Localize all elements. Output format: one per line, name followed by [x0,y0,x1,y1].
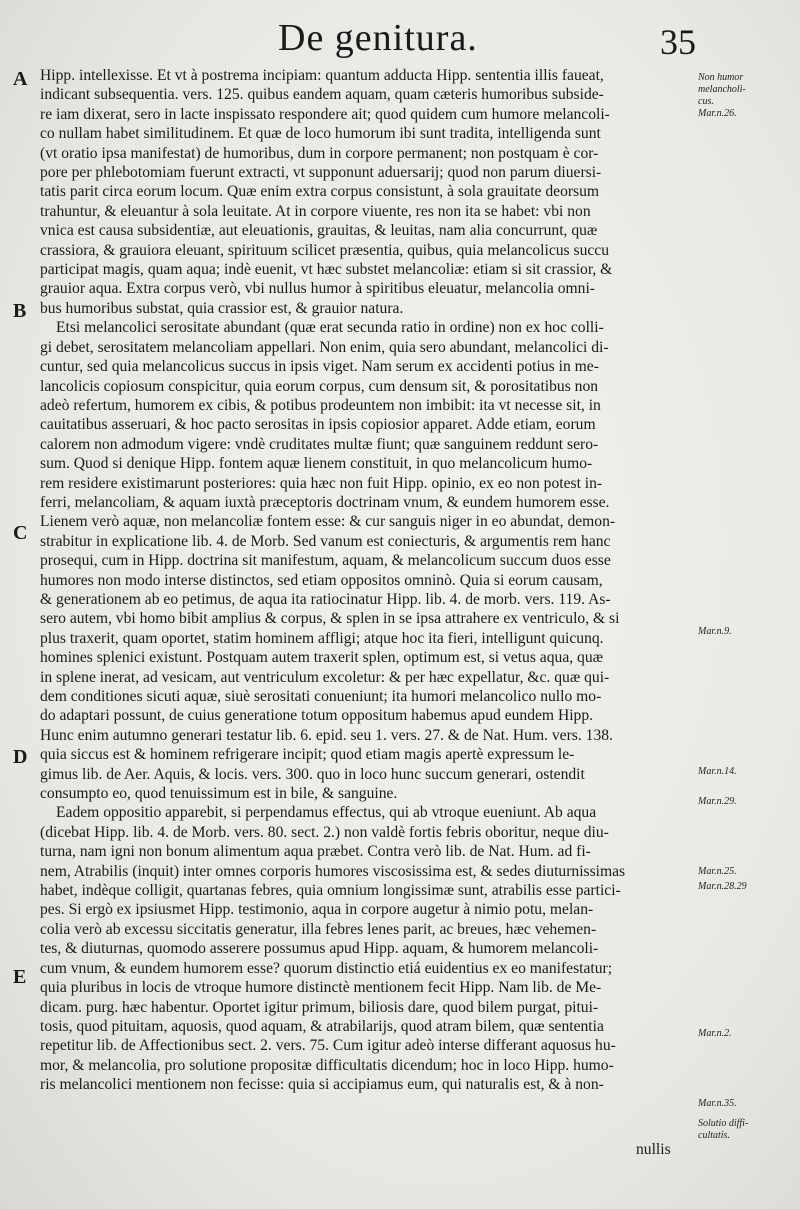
text-line: cuntur, sed quia melancolicus succus in ipsis viget. Nam serum ex accidenti potius in me- [40,358,599,376]
section-letter-b: B [13,300,27,322]
text-line: tes, & diuturnas, quomodo asserere possumus apud Hipp. aquam, & humorem melancoli- [40,940,599,958]
text-line: habet, indèque colligit, quartanas febres, quia omnium longissimæ sunt, atrabilis esse partici- [40,882,621,900]
margin-note-ref [698,881,796,893]
text-line: rem residere existimarunt posteriores: quia hæc non fuit Hipp. opinio, ex eo non potest in- [40,474,603,492]
text-line: co nullam habet similitudinem. Et quæ de loco humorum ibi sunt tradita, intelligenda sunt [40,125,601,143]
text-line: humores non modo interse distinctos, sed etiam oppositos omninò. Quia si eorum causam, [40,571,603,589]
text-line: gi debet, serositatem melancoliam appellari. Non enim, quia sero abundant, melancolici di- [40,338,609,356]
text-line: cum vnum, & eundem humorem esse? quorum distinctio etiá euidentius ex eo manifestatur; [40,959,613,977]
text-line: mor, & melancolia, pro solutione propositæ difficultatis dicendum; hoc in loco Hipp. humo- [40,1056,614,1074]
catchword: nullis [636,1141,671,1158]
margin-note-ref [698,626,796,638]
margin-note-line: Mar.n.9. [698,626,732,637]
section-letter-d: D [13,746,28,768]
margin-note-line: Mar.n.26. [698,108,737,119]
text-line: (dicebat Hipp. lib. 4. de Morb. vers. 80. sect. 2.) non valdè fortis febris oboritur, neque diu- [40,823,609,841]
text-line: tosis, quod pituitam, aquosis, quod aquam, & atrabilarijs, quod atram bilem, quæ sententia [40,1017,604,1035]
margin-note-ref [698,866,796,878]
margin-note-line: Solutio diffi- [698,1118,749,1129]
text-line: repetitur lib. de Affectionibus sect. 2. vers. 75. Cum igitur adeò interse differant aquosus hu- [40,1037,616,1055]
page-number: 35 [660,22,696,62]
text-line: & generationem ab eo petimus, de aqua ita ratiocinatur Hipp. lib. 4. de morb. vers. 119. As- [40,590,611,608]
margin-note-ref [698,796,796,808]
margin-note-line: Mar.n.28.29 [698,881,747,892]
text-line: sum. Quod si denique Hipp. fontem aquæ lienem constituit, in quo melancolicum humo- [40,455,593,473]
section-letter-c: C [13,522,28,544]
text-line: pore per phlebotomiam fuerunt extracti, vt supponunt aduersarij; quod non parum diuersi- [40,164,602,182]
text-line: gimus lib. de Aer. Aquis, & locis. vers. 300. quo in loco hunc succum generari, ostendit [40,765,585,783]
margin-note-line: Mar.n.35. [698,1098,737,1109]
text-line: Hunc enim autumno generari testatur lib. 6. epid. seu 1. vers. 27. & de Nat. Hum. vers. 138. [40,726,613,744]
text-line: in splene inerat, ad vesicam, aut ventriculum excoletur: & per hæc expellatur, &c. quæ qui- [40,668,610,686]
margin-note-line: Non humor [698,72,744,83]
text-line: colia verò ab excessu siccitatis generatur, illa febres lenes parit, ac breues, hæc vehemen- [40,920,597,938]
text-line: Etsi melancolici serositate abundant (quæ erat secunda ratio in ordine) non ex hoc colli- [56,319,604,337]
text-line: tatis parit circa eorum locum. Quæ enim extra corpus consistunt, à sola grauitate deorsum [40,183,600,201]
margin-note-line: cultatis. [698,1130,730,1141]
text-line: strabitur in explicatione lib. 4. de Morb. Sed vanum est coniecturis, & argumentis rem hanc [40,532,611,550]
text-line: Hipp. intellexisse. Et vt à postrema incipiam: quantum adducta Hipp. sententia illis faueat, [40,67,604,84]
text-line: prosequi, cum in Hipp. doctrina sit manifestum, aquam, & melancolicum succum duos esse [40,552,611,570]
text-line: re iam dixerat, sero in lacte inspissato respondere ait; quod quidem cum humore melancoli- [40,105,610,123]
margin-note-ref [698,1028,796,1040]
margin-note-line: Mar.n.29. [698,796,737,807]
text-line: adeò refertum, humorem ex cibis, & potibus prodeuntem non imbibit: ita vt necesse sit, in [40,396,601,414]
text-line: dicam. purg. hæc habentur. Oportet igitur primum, biliosis dare, quod bilem purgat, pitui- [40,998,599,1016]
margin-note-solutio [698,1118,796,1142]
margin-note-line: Mar.n.14. [698,766,737,777]
margin-note-ref [698,1098,796,1110]
text-line: Eadem oppositio apparebit, si perpendamus effectus, qui ab vtroque eueniunt. Ab aqua [56,804,597,822]
text-line: quia siccus est & hominem refrigerare incipit; quod etiam magis apertè expressum le- [40,746,575,764]
text-line: turna, nam igni non bonum alimentum aqua præbet. Contra verò lib. de Nat. Hum. ad fi- [40,843,591,861]
section-letter-a: A [13,68,28,90]
body-text [40,66,696,1095]
text-line: do adaptari possunt, de cuius generatione totum oppositum habemus apud eundem Hipp. [40,707,594,725]
text-line: dem conditiones sicuti aquæ, siuè serositati conueniunt; ita humori melancolico nullo mo- [40,688,602,705]
margin-note-line: Mar.n.2. [698,1028,732,1039]
margin-note-line: cus. [698,96,714,107]
running-title: De genitura. [278,17,478,59]
text-line: Lienem verò aquæ, non melancoliæ fontem esse: & cur sanguis niger in eo abundat, demon- [40,513,616,531]
text-line: calorem non admodum vigere: vndè cruditates multæ fiunt; quæ sanguinem reddunt sero- [40,435,599,453]
text-line: lancolicis copiosum conspicitur, quia eorum corpus, cum densum sit, & porositatibus non [40,377,599,395]
text-line: participat magis, quam aqua; indè euenit, vt hæc substet melancoliæ: etiam si sit crassior, & [40,261,613,279]
text-line: homines splenici existunt. Postquam autem traxerit splen, optimum est, si vetus aqua, quæ [40,649,604,667]
text-line: indicant subsequentia. vers. 125. quibus eandem aquam, quam cæteris humoribus subside- [40,86,604,104]
text-line: sero autem, vbi homo bibit amplius & corpus, & splen in se ipsa attrahere ex ventriculo, & si [40,610,620,628]
margin-note-ref [698,766,796,778]
text-line: bus humoribus substat, quia crassior est, & grauior natura. [40,299,404,317]
text-line: plus traxerit, quam oportet, statim hominem affligi; atque hoc ita fieri, intelligunt quicunq. [40,629,604,647]
text-line: pes. Si ergò ex ipsiusmet Hipp. testimonio, aqua in corpore augetur à nimio potu, melan- [40,901,594,919]
text-line: ris melancolici mentionem non fecisse: quia si accipiamus eum, qui naturalis est, & à non- [40,1076,604,1094]
text-line: cauitatibus asseruari, & hoc pacto serositas in ipsis copiosior apparet. Adde etiam, eorum [40,416,596,434]
text-line: consumpto eo, quod tenuissimum est in bile, & sanguine. [40,785,398,803]
text-line: crassiora, & grauiora eleuant, spirituum scilicet præsentia, quibus, quia melancolicus succu [40,241,610,259]
text-line: grauior aqua. Extra corpus verò, vbi nullus humor à spiritibus eleuatur, melancolia omni- [40,280,595,298]
section-letter-e: E [13,966,27,988]
text-line: nem, Atrabilis (inquit) inter omnes corporis humores viscosissima est, & sedes diuturnissimas [40,862,626,880]
text-line: ferri, melancoliam, & aquam iuxtà præceptoris doctrinam vnum, & eundem humorem esse. [40,493,610,511]
margin-note-line: Mar.n.25. [698,866,737,877]
text-line: (vt oratio ipsa manifestat) de humoribus, dum in corpore permanent; non postquam è cor- [40,144,599,162]
text-line: vnica est causa subsidentiæ, aut eleuationis, grauitas, & leuitas, nam alia concurrunt, quæ [40,222,598,240]
margin-note-non-humor [698,72,796,120]
text-line: quia pluribus in locis de vtroque humore distinctè mentionem fecit Hipp. Nam lib. de Me- [40,979,602,997]
text-line: trahuntur, & eleuantur à sola leuitate. At in corpore viuente, res non ita se habet: vbi non [40,202,591,220]
margin-note-line: melancholi- [698,84,746,95]
